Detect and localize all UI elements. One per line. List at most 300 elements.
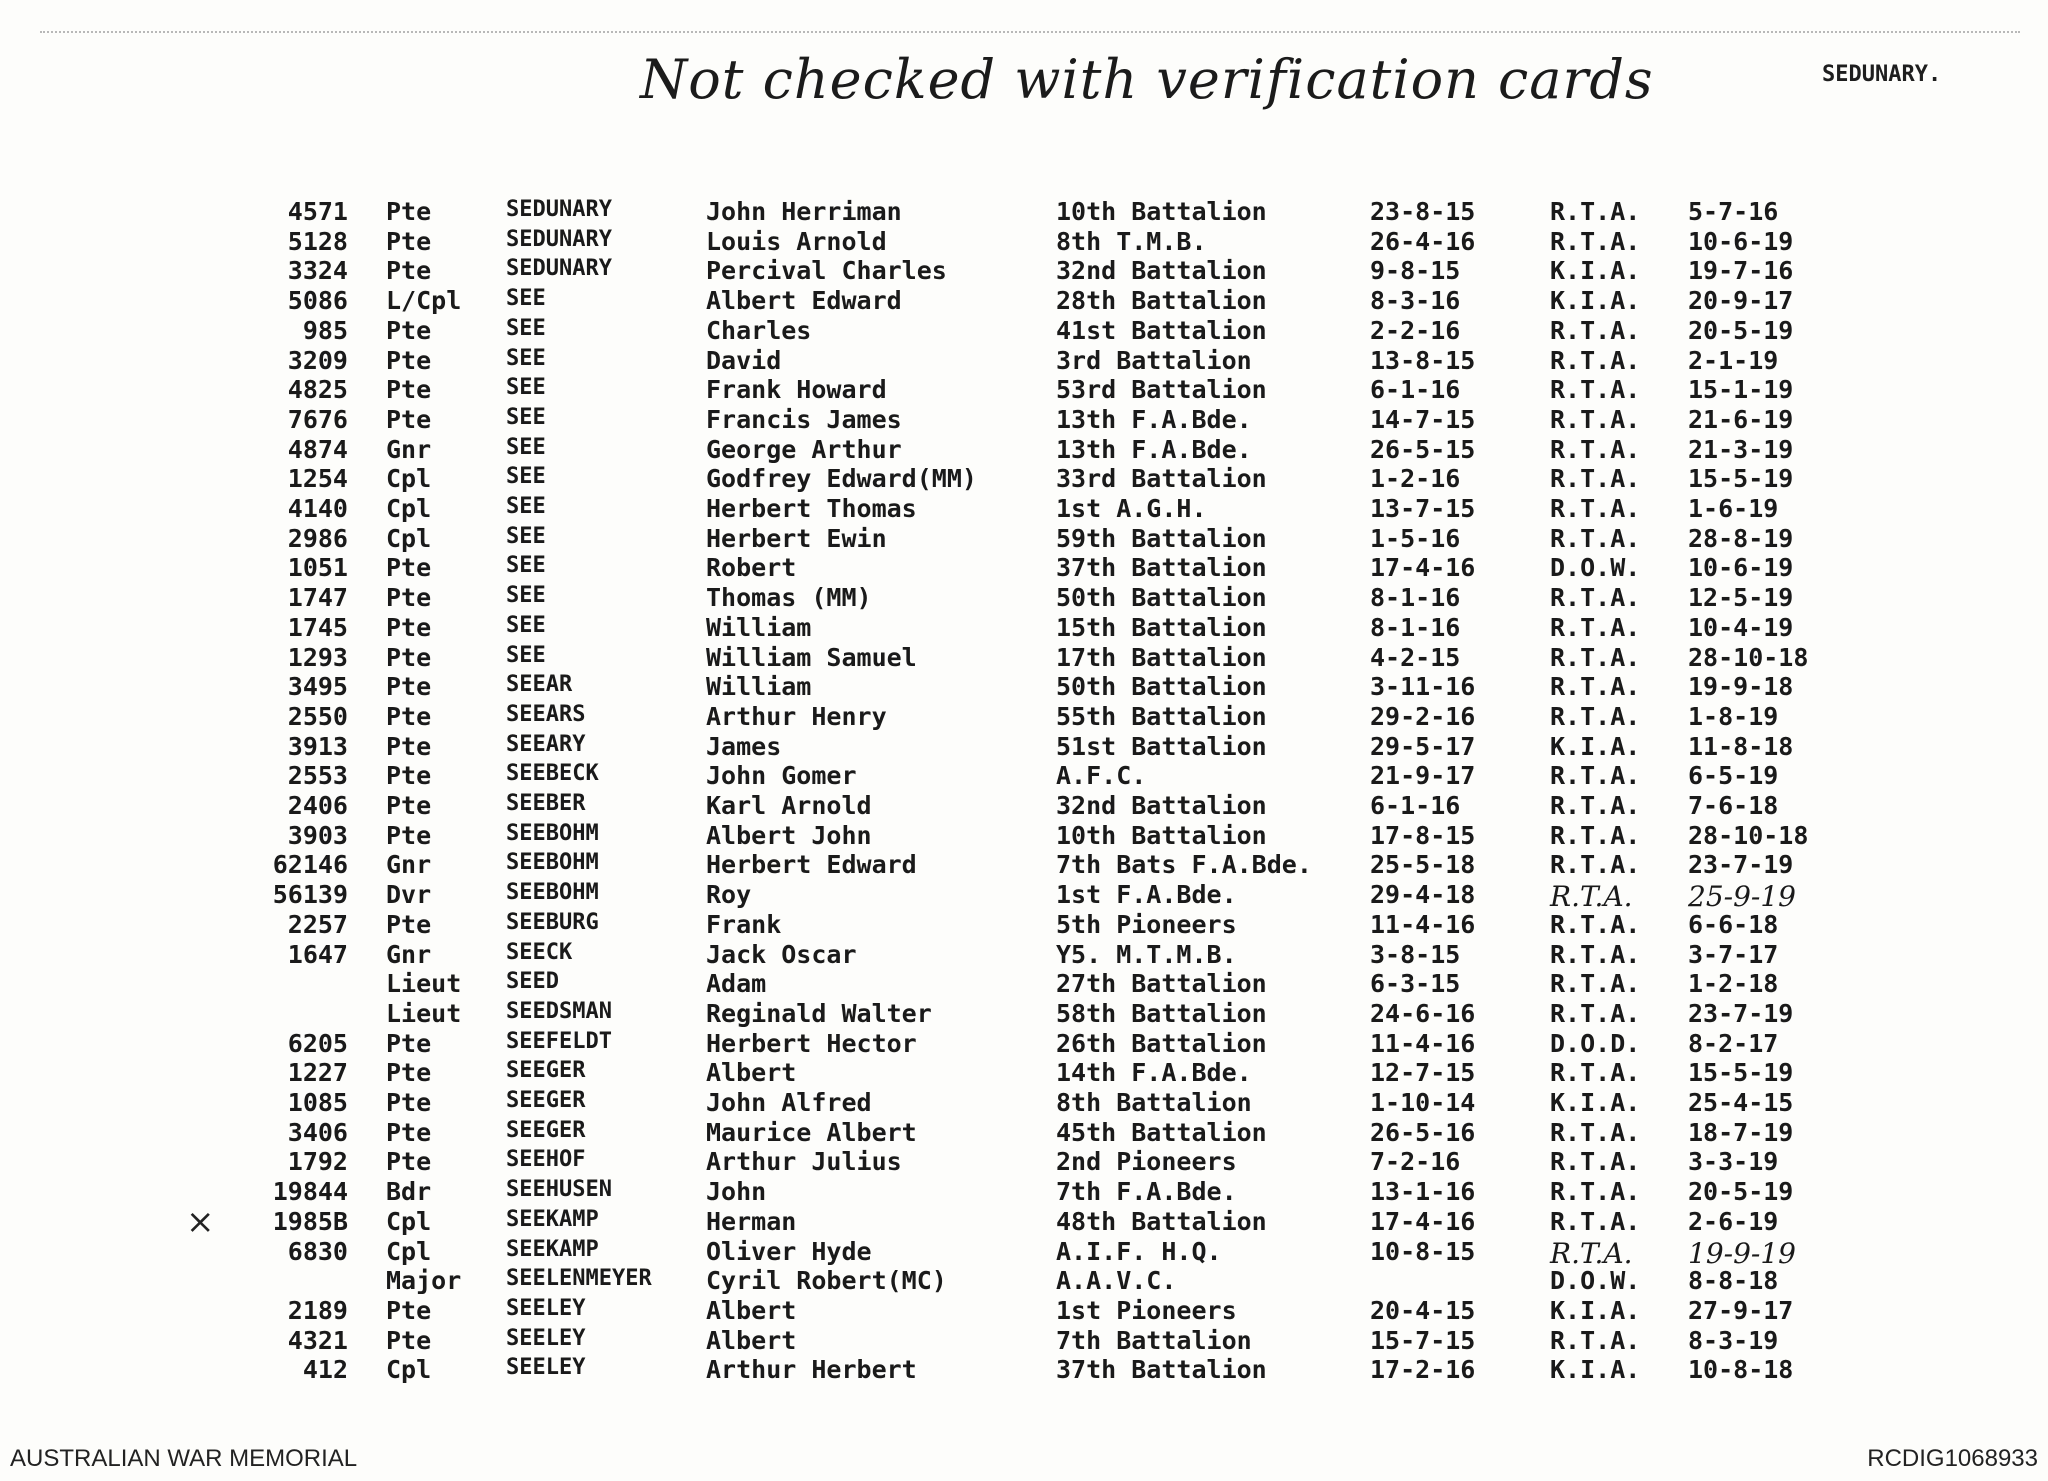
surname: SEEKAMP (506, 1207, 599, 1232)
surname: SEE (506, 464, 546, 489)
table-row (0, 494, 2048, 524)
surname: SEEGER (506, 1118, 586, 1143)
rank: Cpl (386, 464, 432, 493)
table-row (0, 524, 2048, 554)
surname: SEE (506, 316, 546, 341)
fate: R.T.A. (1550, 880, 1633, 913)
enlistment-date: 21-9-17 (1370, 761, 1476, 790)
table-row (0, 613, 2048, 643)
service-number: 2986 (287, 524, 348, 553)
fate-date: 1-6-19 (1688, 494, 1779, 523)
enlistment-date: 25-5-18 (1370, 850, 1476, 879)
table-row (0, 1118, 2048, 1148)
rank: L/Cpl (386, 286, 462, 315)
given-names: George Arthur (706, 435, 902, 464)
service-number: 2553 (287, 761, 348, 790)
fate-date: 2-6-19 (1688, 1207, 1779, 1236)
enlistment-date: 6-1-16 (1370, 791, 1461, 820)
service-number: 6830 (287, 1237, 348, 1266)
enlistment-date: 23-8-15 (1370, 197, 1476, 226)
given-names: Herbert Hector (706, 1029, 917, 1058)
rank: Cpl (386, 524, 432, 553)
service-number: 3406 (287, 1118, 348, 1147)
unit: A.A.V.C. (1056, 1266, 1177, 1295)
fate-date: 11-8-18 (1688, 732, 1794, 761)
surname: SEEARS (506, 702, 586, 727)
given-names: Albert John (706, 821, 872, 850)
service-number: 1254 (287, 464, 348, 493)
service-number: 1745 (287, 613, 348, 642)
given-names: William (706, 613, 812, 642)
fate: R.T.A. (1550, 1237, 1633, 1270)
given-names: Herman (706, 1207, 797, 1236)
given-names: Albert Edward (706, 286, 902, 315)
surname-header: SEDUNARY. (1822, 62, 1942, 87)
fate: R.T.A. (1550, 1147, 1641, 1176)
footer-record-id: RCDIG1068933 (1867, 1445, 2038, 1472)
unit: 53rd Battalion (1056, 375, 1267, 404)
table-row (0, 1177, 2048, 1207)
given-names: William Samuel (706, 643, 917, 672)
service-number: 1227 (287, 1058, 348, 1087)
fate-date: 25-4-15 (1688, 1088, 1794, 1117)
fate-date: 28-10-18 (1688, 643, 1809, 672)
service-number: 5086 (287, 286, 348, 315)
fate: R.T.A. (1550, 316, 1641, 345)
rank: Pte (386, 910, 432, 939)
table-row (0, 1237, 2048, 1270)
fate: R.T.A. (1550, 1177, 1641, 1206)
fate: K.I.A. (1550, 256, 1641, 285)
unit: 50th Battalion (1056, 672, 1267, 701)
surname: SEE (506, 346, 546, 371)
unit: 5th Pioneers (1056, 910, 1237, 939)
fate: D.O.D. (1550, 1029, 1641, 1058)
fate-date: 3-7-17 (1688, 940, 1779, 969)
surname: SEEBURG (506, 910, 599, 935)
table-row (0, 286, 2048, 316)
enlistment-date: 1-10-14 (1370, 1088, 1476, 1117)
fate: R.T.A. (1550, 672, 1641, 701)
table-row (0, 464, 2048, 494)
rank: Dvr (386, 880, 432, 909)
unit: 50th Battalion (1056, 583, 1267, 612)
table-row (0, 821, 2048, 851)
fate-date: 10-6-19 (1688, 227, 1794, 256)
fate: R.T.A. (1550, 791, 1641, 820)
surname: SEECK (506, 940, 573, 965)
unit: 17th Battalion (1056, 643, 1267, 672)
enlistment-date: 29-4-18 (1370, 880, 1476, 909)
rank: Pte (386, 1147, 432, 1176)
fate-date: 6-6-18 (1688, 910, 1779, 939)
surname: SEELEY (506, 1296, 586, 1321)
table-row (0, 197, 2048, 227)
fate: R.T.A. (1550, 1207, 1641, 1236)
table-row (0, 1088, 2048, 1118)
unit: 27th Battalion (1056, 969, 1267, 998)
table-row (0, 1326, 2048, 1356)
enlistment-date: 17-4-16 (1370, 1207, 1476, 1236)
rank: Pte (386, 583, 432, 612)
given-names: Robert (706, 553, 797, 582)
table-row (0, 732, 2048, 762)
fate-date: 2-1-19 (1688, 346, 1779, 375)
table-row (0, 1296, 2048, 1326)
service-number: 3324 (287, 256, 348, 285)
table-row (0, 761, 2048, 791)
enlistment-date: 26-4-16 (1370, 227, 1476, 256)
rank: Cpl (386, 1355, 432, 1384)
rank: Pte (386, 732, 432, 761)
unit: 32nd Battalion (1056, 791, 1267, 820)
surname: SEEGER (506, 1058, 586, 1083)
rank: Pte (386, 1118, 432, 1147)
surname: SEDUNARY (506, 227, 612, 252)
given-names: Herbert Ewin (706, 524, 887, 553)
fate-date: 15-5-19 (1688, 464, 1794, 493)
unit: 59th Battalion (1056, 524, 1267, 553)
table-row (0, 553, 2048, 583)
given-names: Charles (706, 316, 812, 345)
fate-date: 19-9-19 (1688, 1237, 1796, 1270)
fate: R.T.A. (1550, 969, 1641, 998)
fate: R.T.A. (1550, 1326, 1641, 1355)
service-number: 2406 (287, 791, 348, 820)
surname: SEEBER (506, 791, 586, 816)
rank: Major (386, 1266, 462, 1295)
surname: SEEBECK (506, 761, 599, 786)
fate: K.I.A. (1550, 286, 1641, 315)
service-number: 1085 (287, 1088, 348, 1117)
given-names: Arthur Herbert (706, 1355, 917, 1384)
service-number: 19844 (272, 1177, 348, 1206)
fate-date: 25-9-19 (1688, 880, 1796, 913)
margin-cross-mark: × (186, 1202, 215, 1242)
fate: K.I.A. (1550, 1088, 1641, 1117)
surname: SEEHUSEN (506, 1177, 612, 1202)
enlistment-date: 8-1-16 (1370, 583, 1461, 612)
fate: R.T.A. (1550, 494, 1641, 523)
surname: SEEDSMAN (506, 999, 612, 1024)
fate-date: 12-5-19 (1688, 583, 1794, 612)
unit: 33rd Battalion (1056, 464, 1267, 493)
service-number: 412 (302, 1355, 348, 1384)
fate-date: 27-9-17 (1688, 1296, 1794, 1325)
rank: Lieut (386, 969, 462, 998)
enlistment-date: 29-5-17 (1370, 732, 1476, 761)
table-row (0, 880, 2048, 913)
fate-date: 8-3-19 (1688, 1326, 1779, 1355)
given-names: Karl Arnold (706, 791, 872, 820)
enlistment-date: 14-7-15 (1370, 405, 1476, 434)
given-names: Roy (706, 880, 752, 909)
unit: 8th T.M.B. (1056, 227, 1207, 256)
service-number: 1747 (287, 583, 348, 612)
table-row (0, 791, 2048, 821)
unit: 7th F.A.Bde. (1056, 1177, 1237, 1206)
page-top-divider (40, 31, 2020, 33)
given-names: Albert (706, 1326, 797, 1355)
table-row (0, 1207, 2048, 1237)
table-row (0, 1029, 2048, 1059)
surname: SEE (506, 435, 546, 460)
surname: SEELEY (506, 1355, 586, 1380)
rank: Gnr (386, 940, 432, 969)
rank: Pte (386, 1058, 432, 1087)
given-names: David (706, 346, 782, 375)
fate-date: 10-6-19 (1688, 553, 1794, 582)
given-names: Arthur Julius (706, 1147, 902, 1176)
service-number: 985 (302, 316, 348, 345)
given-names: Percival Charles (706, 256, 947, 285)
fate: K.I.A. (1550, 1296, 1641, 1325)
unit: 45th Battalion (1056, 1118, 1267, 1147)
service-number: 4825 (287, 375, 348, 404)
rank: Pte (386, 821, 432, 850)
given-names: Herbert Edward (706, 850, 917, 879)
enlistment-date: 1-5-16 (1370, 524, 1461, 553)
service-number: 1051 (287, 553, 348, 582)
unit: 1st Pioneers (1056, 1296, 1237, 1325)
enlistment-date: 17-2-16 (1370, 1355, 1476, 1384)
fate-date: 20-5-19 (1688, 1177, 1794, 1206)
unit: Y5. M.T.M.B. (1056, 940, 1237, 969)
handwritten-note: Not checked with verification cards (640, 48, 1654, 111)
unit: 3rd Battalion (1056, 346, 1252, 375)
table-row (0, 702, 2048, 732)
surname: SEEBOHM (506, 880, 599, 905)
given-names: Albert (706, 1296, 797, 1325)
enlistment-date: 11-4-16 (1370, 910, 1476, 939)
rank: Pte (386, 227, 432, 256)
rank: Cpl (386, 1207, 432, 1236)
enlistment-date: 17-8-15 (1370, 821, 1476, 850)
rank: Pte (386, 1029, 432, 1058)
fate: D.O.W. (1550, 1266, 1641, 1295)
given-names: Thomas (MM) (706, 583, 872, 612)
service-number: 7676 (287, 405, 348, 434)
surname: SEEBOHM (506, 850, 599, 875)
table-row (0, 316, 2048, 346)
surname: SEEKAMP (506, 1237, 599, 1262)
unit: 26th Battalion (1056, 1029, 1267, 1058)
unit: 58th Battalion (1056, 999, 1267, 1028)
enlistment-date: 11-4-16 (1370, 1029, 1476, 1058)
fate: R.T.A. (1550, 702, 1641, 731)
table-row (0, 643, 2048, 673)
fate: K.I.A. (1550, 732, 1641, 761)
rank: Pte (386, 346, 432, 375)
given-names: John Gomer (706, 761, 857, 790)
rank: Pte (386, 256, 432, 285)
fate: R.T.A. (1550, 613, 1641, 642)
rank: Pte (386, 405, 432, 434)
given-names: Adam (706, 969, 767, 998)
table-row (0, 969, 2048, 999)
enlistment-date: 6-1-16 (1370, 375, 1461, 404)
unit: 1st F.A.Bde. (1056, 880, 1237, 909)
enlistment-date: 6-3-15 (1370, 969, 1461, 998)
enlistment-date: 4-2-15 (1370, 643, 1461, 672)
enlistment-date: 3-11-16 (1370, 672, 1476, 701)
fate: R.T.A. (1550, 910, 1641, 939)
table-row (0, 375, 2048, 405)
rank: Pte (386, 375, 432, 404)
surname: SEDUNARY (506, 256, 612, 281)
table-row (0, 672, 2048, 702)
table-row (0, 1147, 2048, 1177)
enlistment-date: 7-2-16 (1370, 1147, 1461, 1176)
given-names: Frank Howard (706, 375, 887, 404)
fate: R.T.A. (1550, 346, 1641, 375)
rank: Lieut (386, 999, 462, 1028)
enlistment-date: 15-7-15 (1370, 1326, 1476, 1355)
table-row (0, 583, 2048, 613)
unit: 32nd Battalion (1056, 256, 1267, 285)
fate: R.T.A. (1550, 524, 1641, 553)
table-row (0, 346, 2048, 376)
enlistment-date: 10-8-15 (1370, 1237, 1476, 1266)
table-row (0, 850, 2048, 880)
given-names: Louis Arnold (706, 227, 887, 256)
enlistment-date: 12-7-15 (1370, 1058, 1476, 1087)
surname: SEE (506, 553, 546, 578)
fate: R.T.A. (1550, 375, 1641, 404)
service-number: 4321 (287, 1326, 348, 1355)
enlistment-date: 9-8-15 (1370, 256, 1461, 285)
service-number: 3495 (287, 672, 348, 701)
service-number: 1647 (287, 940, 348, 969)
service-number: 4140 (287, 494, 348, 523)
rank: Bdr (386, 1177, 432, 1206)
unit: 7th Battalion (1056, 1326, 1252, 1355)
service-number: 4571 (287, 197, 348, 226)
fate-date: 28-8-19 (1688, 524, 1794, 553)
surname: SEE (506, 613, 546, 638)
surname: SEE (506, 643, 546, 668)
surname: SEEBOHM (506, 821, 599, 846)
enlistment-date: 20-4-15 (1370, 1296, 1476, 1325)
fate: R.T.A. (1550, 583, 1641, 612)
unit: 48th Battalion (1056, 1207, 1267, 1236)
fate-date: 21-3-19 (1688, 435, 1794, 464)
enlistment-date: 17-4-16 (1370, 553, 1476, 582)
fate-date: 1-2-18 (1688, 969, 1779, 998)
unit: 7th Bats F.A.Bde. (1056, 850, 1312, 879)
given-names: Oliver Hyde (706, 1237, 872, 1266)
rank: Pte (386, 643, 432, 672)
service-number: 4874 (287, 435, 348, 464)
surname: SEE (506, 494, 546, 519)
fate: R.T.A. (1550, 197, 1641, 226)
rank: Pte (386, 1296, 432, 1325)
unit: 8th Battalion (1056, 1088, 1252, 1117)
surname: SEDUNARY (506, 197, 612, 222)
fate: D.O.W. (1550, 553, 1641, 582)
surname: SEE (506, 524, 546, 549)
fate-date: 10-8-18 (1688, 1355, 1794, 1384)
unit: 13th F.A.Bde. (1056, 435, 1252, 464)
enlistment-date: 8-3-16 (1370, 286, 1461, 315)
rank: Gnr (386, 435, 432, 464)
table-row (0, 227, 2048, 257)
given-names: William (706, 672, 812, 701)
rank: Cpl (386, 494, 432, 523)
fate: R.T.A. (1550, 643, 1641, 672)
given-names: Jack Oscar (706, 940, 857, 969)
surname: SEEHOF (506, 1147, 586, 1172)
unit: 13th F.A.Bde. (1056, 405, 1252, 434)
given-names: Herbert Thomas (706, 494, 917, 523)
rank: Pte (386, 1326, 432, 1355)
rank: Pte (386, 197, 432, 226)
fate-date: 19-7-16 (1688, 256, 1794, 285)
given-names: John Alfred (706, 1088, 872, 1117)
table-row (0, 256, 2048, 286)
unit: 1st A.G.H. (1056, 494, 1207, 523)
service-number: 5128 (287, 227, 348, 256)
fate: R.T.A. (1550, 1058, 1641, 1087)
fate-date: 5-7-16 (1688, 197, 1779, 226)
fate-date: 20-9-17 (1688, 286, 1794, 315)
fate-date: 15-1-19 (1688, 375, 1794, 404)
fate-date: 20-5-19 (1688, 316, 1794, 345)
fate: R.T.A. (1550, 821, 1641, 850)
service-number: 3913 (287, 732, 348, 761)
rank: Pte (386, 791, 432, 820)
enlistment-date: 29-2-16 (1370, 702, 1476, 731)
service-number: 62146 (272, 850, 348, 879)
fate: R.T.A. (1550, 435, 1641, 464)
service-number: 3209 (287, 346, 348, 375)
given-names: John (706, 1177, 767, 1206)
fate: R.T.A. (1550, 761, 1641, 790)
enlistment-date: 1-2-16 (1370, 464, 1461, 493)
unit: 14th F.A.Bde. (1056, 1058, 1252, 1087)
rank: Pte (386, 553, 432, 582)
fate-date: 8-2-17 (1688, 1029, 1779, 1058)
enlistment-date: 24-6-16 (1370, 999, 1476, 1028)
enlistment-date: 13-8-15 (1370, 346, 1476, 375)
fate: R.T.A. (1550, 405, 1641, 434)
given-names: Reginald Walter (706, 999, 932, 1028)
fate-date: 28-10-18 (1688, 821, 1809, 850)
service-number: 56139 (272, 880, 348, 909)
fate-date: 23-7-19 (1688, 850, 1794, 879)
service-number: 1792 (287, 1147, 348, 1176)
unit: 37th Battalion (1056, 553, 1267, 582)
fate: R.T.A. (1550, 850, 1641, 879)
fate-date: 1-8-19 (1688, 702, 1779, 731)
unit: 28th Battalion (1056, 286, 1267, 315)
rank: Pte (386, 672, 432, 701)
fate-date: 7-6-18 (1688, 791, 1779, 820)
surname: SEEFELDT (506, 1029, 612, 1054)
enlistment-date: 26-5-16 (1370, 1118, 1476, 1147)
service-number: 2257 (287, 910, 348, 939)
enlistment-date: 8-1-16 (1370, 613, 1461, 642)
given-names: Cyril Robert(MC) (706, 1266, 947, 1295)
unit: 10th Battalion (1056, 821, 1267, 850)
surname: SEEAR (506, 672, 573, 697)
unit: 2nd Pioneers (1056, 1147, 1237, 1176)
rank: Pte (386, 316, 432, 345)
fate-date: 23-7-19 (1688, 999, 1794, 1028)
table-row (0, 940, 2048, 970)
given-names: Maurice Albert (706, 1118, 917, 1147)
service-number: 1293 (287, 643, 348, 672)
